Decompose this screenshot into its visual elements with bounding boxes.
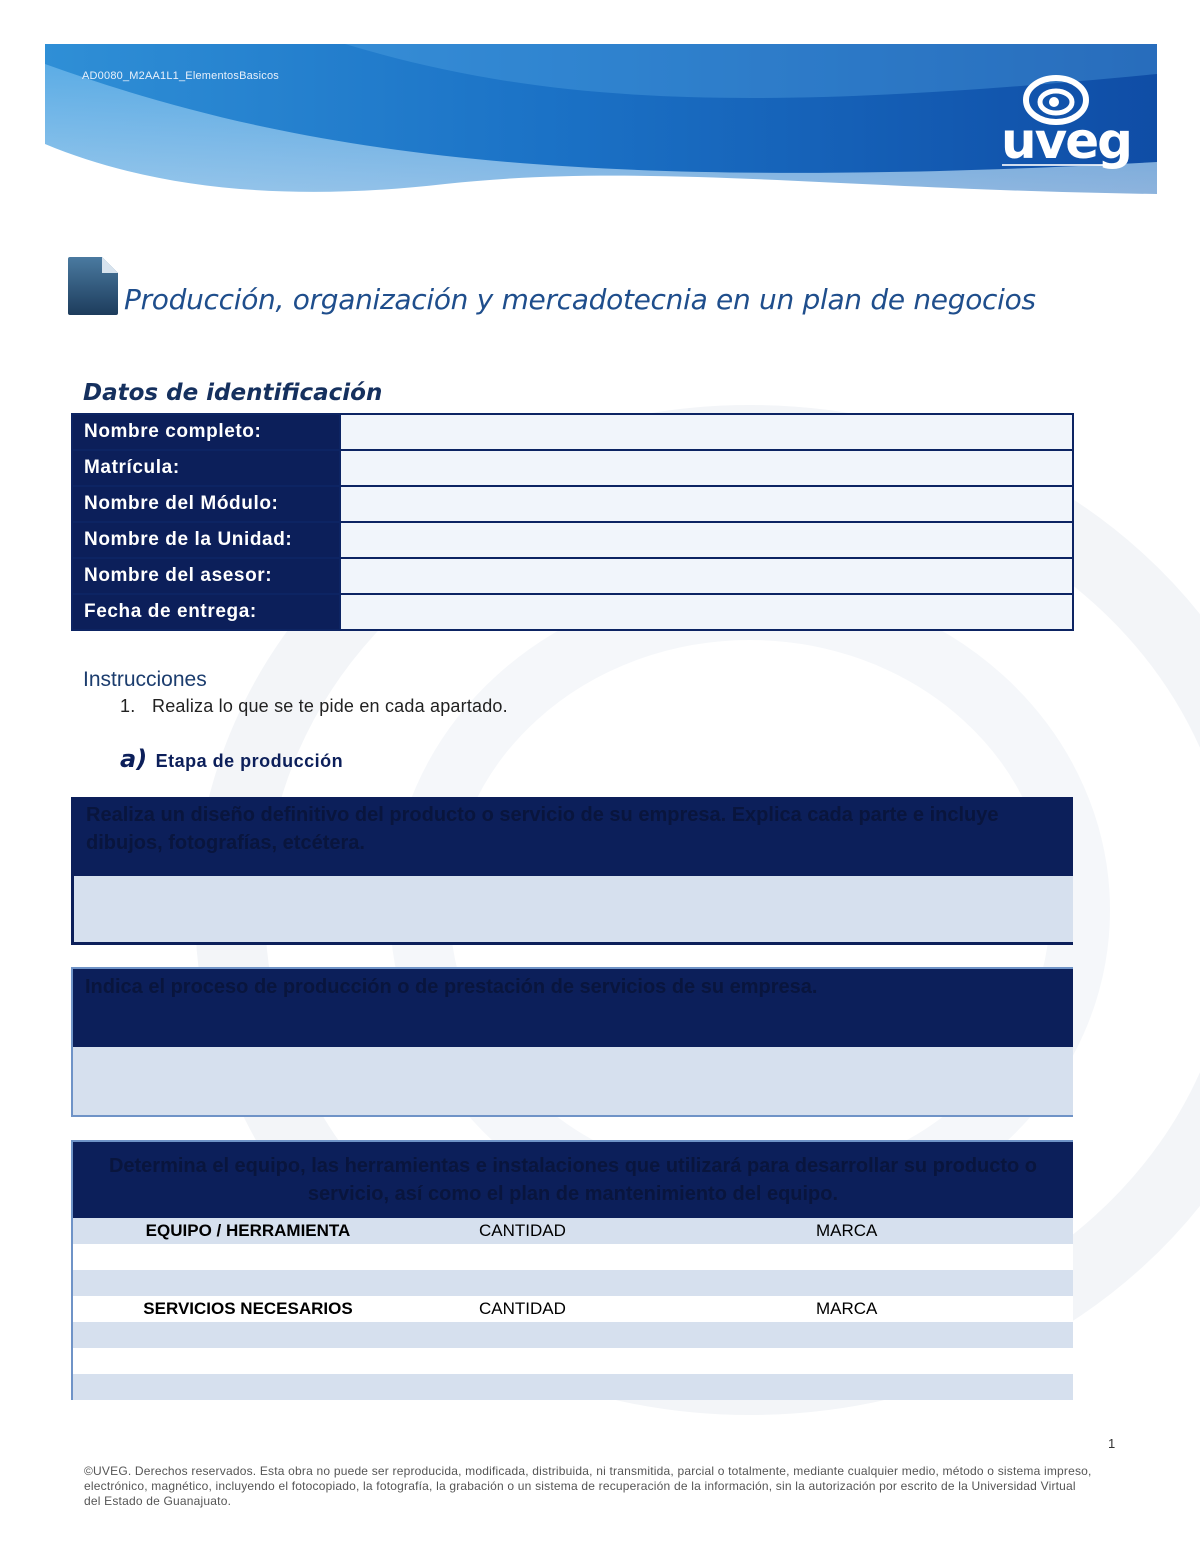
stage-title: Etapa de producción: [155, 751, 344, 771]
column-header: EQUIPO / HERRAMIENTA: [145, 1221, 351, 1240]
table-row[interactable]: [73, 1322, 1073, 1348]
column-header: MARCA: [816, 1299, 878, 1318]
table-row: [72, 522, 1073, 558]
field-label: Nombre del Módulo:: [72, 486, 340, 522]
instruction-item: [120, 696, 508, 717]
table-row: [72, 594, 1073, 630]
table-row: [72, 558, 1073, 594]
field-label: Fecha de entrega:: [72, 594, 340, 630]
product-design-box: [71, 797, 1073, 945]
instruction-text: Realiza lo que se te pide en cada apartado.: [152, 696, 508, 716]
table-header-row: [73, 1218, 1073, 1244]
table-row: [72, 486, 1073, 522]
delivery-date-field[interactable]: [340, 594, 1073, 630]
table-row[interactable]: [73, 1348, 1073, 1374]
identification-table: [71, 413, 1074, 631]
identification-heading: Datos de identificación: [83, 380, 383, 406]
column-header: SERVICIOS NECESARIOS: [143, 1299, 353, 1318]
enrollment-field[interactable]: [340, 450, 1073, 486]
field-label: Nombre de la Unidad:: [72, 522, 340, 558]
page-number: 1: [1108, 1436, 1116, 1451]
unit-name-field[interactable]: [340, 522, 1073, 558]
instructions-heading: Instrucciones: [83, 668, 207, 691]
table-header-row: [73, 1296, 1073, 1322]
column-header: CANTIDAD: [479, 1299, 566, 1318]
document-icon: [66, 255, 120, 317]
production-process-answer[interactable]: [73, 1047, 1073, 1115]
stage-heading: [120, 745, 343, 773]
production-process-box: [71, 967, 1073, 1117]
copyright-footer: ©UVEG. Derechos reservados. Esta obra no puede ser reproducida, modificada, distribuida, ni transmitida, parcial o totalmente, mediante cualquier medio, método o sistema impreso, electrónico, magnético, incluyendo el fotocopiado, la fotografía, la grabación o un sistema de recuperación de la información, sin la autorización por escrito de la Universidad Virtual del Estado de Guanajuato.: [84, 1464, 1092, 1508]
instruction-number: 1.: [120, 696, 136, 716]
table-row: [72, 414, 1073, 450]
document-code: AD0080_M2AA1L1_ElementosBasicos: [82, 70, 279, 82]
table-row[interactable]: [73, 1270, 1073, 1296]
table-row: [72, 450, 1073, 486]
column-header: MARCA: [816, 1221, 878, 1240]
full-name-field[interactable]: [340, 414, 1073, 450]
equipment-box: [71, 1140, 1073, 1400]
field-label: Matrícula:: [72, 450, 340, 486]
advisor-name-field[interactable]: [340, 558, 1073, 594]
box-prompt: Indica el proceso de producción o de prestación de servicios de su empresa.: [73, 969, 1073, 1047]
table-row[interactable]: [73, 1374, 1073, 1400]
box-prompt: Realiza un diseño definitivo del producto o servicio de su empresa. Explica cada parte e incluye dibujos, fotografías, etcétera.: [74, 797, 1073, 876]
stage-letter: a): [120, 745, 148, 773]
module-name-field[interactable]: [340, 486, 1073, 522]
box-prompt: Determina el equipo, las herramientas e instalaciones que utilizará para desarrollar su producto o servicio, así como el plan de mantenimiento del equipo.: [73, 1142, 1073, 1218]
logo-text: uveg: [1001, 112, 1131, 170]
column-header: CANTIDAD: [479, 1221, 566, 1240]
product-design-answer[interactable]: [74, 876, 1073, 942]
field-label: Nombre completo:: [72, 414, 340, 450]
field-label: Nombre del asesor:: [72, 558, 340, 594]
table-row[interactable]: [73, 1244, 1073, 1270]
header-banner: [45, 44, 1157, 200]
page-title: Producción, organización y mercadotecnia en un plan de negocios: [124, 283, 1036, 316]
